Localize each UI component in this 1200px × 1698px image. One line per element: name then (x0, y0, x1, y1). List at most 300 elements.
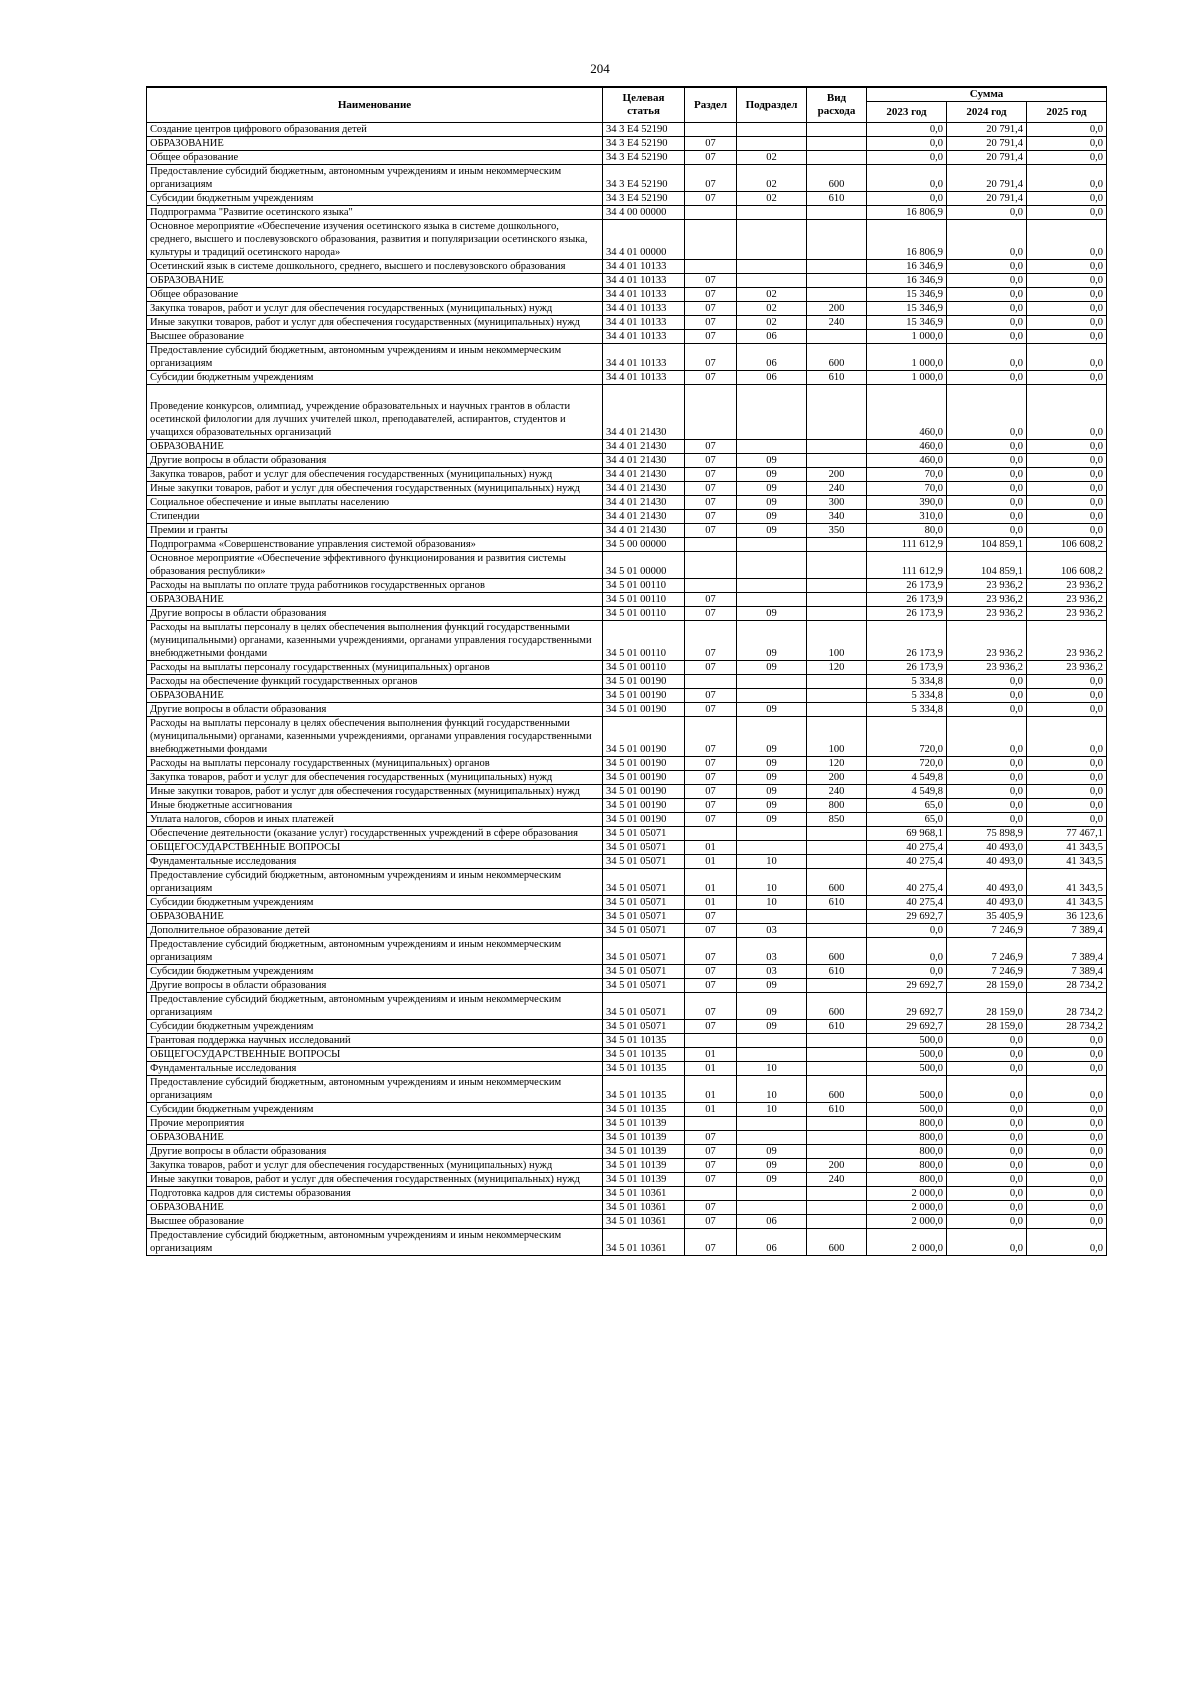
cell-name: Фундаментальные исследования (147, 855, 603, 869)
cell-amount-2023: 1 000,0 (867, 344, 947, 371)
cell-subsection: 06 (737, 344, 807, 371)
cell-article: 34 4 01 21430 (603, 385, 685, 440)
cell-amount-2023: 40 275,4 (867, 869, 947, 896)
cell-amount-2024: 104 859,1 (947, 552, 1027, 579)
cell-kind: 100 (807, 621, 867, 661)
cell-amount-2023: 0,0 (867, 965, 947, 979)
cell-amount-2024: 28 159,0 (947, 1020, 1027, 1034)
header-year-2023: 2023 год (867, 102, 947, 123)
cell-amount-2023: 2 000,0 (867, 1229, 947, 1256)
cell-subsection: 09 (737, 468, 807, 482)
cell-amount-2025: 77 467,1 (1027, 827, 1107, 841)
cell-subsection: 06 (737, 1215, 807, 1229)
cell-kind: 240 (807, 316, 867, 330)
cell-amount-2025: 28 734,2 (1027, 993, 1107, 1020)
cell-section (685, 220, 737, 260)
cell-subsection: 09 (737, 661, 807, 675)
cell-section: 07 (685, 1229, 737, 1256)
cell-section: 01 (685, 1048, 737, 1062)
table-row (147, 496, 1107, 510)
header-name: Наименование (147, 87, 603, 123)
cell-kind (807, 220, 867, 260)
table-row (147, 689, 1107, 703)
cell-amount-2025: 0,0 (1027, 1117, 1107, 1131)
cell-subsection (737, 260, 807, 274)
table-row (147, 552, 1107, 579)
table-row (147, 385, 1107, 440)
cell-subsection: 09 (737, 703, 807, 717)
table-row (147, 1159, 1107, 1173)
cell-subsection: 09 (737, 510, 807, 524)
cell-article: 34 5 01 00110 (603, 661, 685, 675)
cell-article: 34 5 01 10139 (603, 1131, 685, 1145)
cell-amount-2025: 0,0 (1027, 440, 1107, 454)
cell-amount-2025: 0,0 (1027, 1173, 1107, 1187)
cell-name: ОБРАЗОВАНИЕ (147, 689, 603, 703)
cell-article: 34 3 E4 52190 (603, 192, 685, 206)
cell-amount-2025: 0,0 (1027, 482, 1107, 496)
cell-amount-2024: 0,0 (947, 220, 1027, 260)
cell-amount-2023: 40 275,4 (867, 841, 947, 855)
cell-amount-2024: 75 898,9 (947, 827, 1027, 841)
cell-kind: 850 (807, 813, 867, 827)
table-row (147, 621, 1107, 661)
cell-name: ОБРАЗОВАНИЕ (147, 1131, 603, 1145)
cell-section: 07 (685, 524, 737, 538)
table-row (147, 316, 1107, 330)
cell-article: 34 4 01 10133 (603, 330, 685, 344)
cell-amount-2024: 0,0 (947, 454, 1027, 468)
cell-amount-2023: 5 334,8 (867, 703, 947, 717)
cell-subsection (737, 1048, 807, 1062)
cell-section: 07 (685, 979, 737, 993)
table-row (147, 675, 1107, 689)
cell-amount-2025: 7 389,4 (1027, 965, 1107, 979)
cell-amount-2023: 500,0 (867, 1076, 947, 1103)
cell-article: 34 5 01 10361 (603, 1201, 685, 1215)
table-row (147, 1034, 1107, 1048)
cell-amount-2025: 106 608,2 (1027, 552, 1107, 579)
cell-amount-2024: 0,0 (947, 206, 1027, 220)
cell-amount-2023: 4 549,8 (867, 785, 947, 799)
cell-section: 07 (685, 938, 737, 965)
cell-name: Расходы на выплаты по оплате труда работников государственных органов (147, 579, 603, 593)
cell-subsection: 02 (737, 288, 807, 302)
cell-amount-2025: 0,0 (1027, 524, 1107, 538)
cell-section: 07 (685, 165, 737, 192)
cell-subsection: 10 (737, 1076, 807, 1103)
cell-section: 07 (685, 288, 737, 302)
cell-article: 34 4 01 21430 (603, 440, 685, 454)
cell-subsection: 09 (737, 757, 807, 771)
table-row (147, 785, 1107, 799)
table-row (147, 165, 1107, 192)
cell-kind: 200 (807, 468, 867, 482)
table-row (147, 1048, 1107, 1062)
cell-section: 07 (685, 757, 737, 771)
cell-kind (807, 910, 867, 924)
cell-amount-2025: 0,0 (1027, 510, 1107, 524)
cell-article: 34 5 01 00190 (603, 757, 685, 771)
cell-amount-2025: 0,0 (1027, 1062, 1107, 1076)
cell-article: 34 4 01 10133 (603, 316, 685, 330)
table-row (147, 938, 1107, 965)
cell-section: 07 (685, 137, 737, 151)
cell-amount-2024: 23 936,2 (947, 607, 1027, 621)
cell-amount-2024: 0,0 (947, 510, 1027, 524)
cell-article: 34 5 01 10361 (603, 1229, 685, 1256)
table-row (147, 524, 1107, 538)
header-section: Раздел (685, 87, 737, 123)
table-row (147, 1173, 1107, 1187)
cell-amount-2025: 23 936,2 (1027, 661, 1107, 675)
header-article (603, 87, 685, 123)
cell-name: Закупка товаров, работ и услуг для обеспечения государственных (муниципальных) нужд (147, 1159, 603, 1173)
cell-amount-2023: 26 173,9 (867, 661, 947, 675)
cell-section: 07 (685, 454, 737, 468)
cell-amount-2025: 0,0 (1027, 260, 1107, 274)
cell-amount-2023: 500,0 (867, 1062, 947, 1076)
cell-kind: 600 (807, 869, 867, 896)
cell-article: 34 5 01 00000 (603, 552, 685, 579)
table-row (147, 123, 1107, 137)
cell-amount-2024: 20 791,4 (947, 192, 1027, 206)
cell-section: 07 (685, 482, 737, 496)
cell-article: 34 4 01 10133 (603, 371, 685, 385)
cell-article: 34 5 01 00190 (603, 717, 685, 757)
cell-kind: 610 (807, 965, 867, 979)
cell-article: 34 5 01 00110 (603, 621, 685, 661)
cell-subsection: 09 (737, 1173, 807, 1187)
cell-section: 07 (685, 799, 737, 813)
cell-amount-2024: 0,0 (947, 524, 1027, 538)
cell-name: Уплата налогов, сборов и иных платежей (147, 813, 603, 827)
cell-amount-2024: 0,0 (947, 799, 1027, 813)
cell-name: Закупка товаров, работ и услуг для обеспечения государственных (муниципальных) нужд (147, 302, 603, 316)
cell-amount-2024: 0,0 (947, 785, 1027, 799)
cell-amount-2025: 41 343,5 (1027, 896, 1107, 910)
cell-section: 07 (685, 510, 737, 524)
cell-name: Предоставление субсидий бюджетным, автономным учреждениям и иным некоммерческим организациям (147, 938, 603, 965)
cell-amount-2024: 0,0 (947, 385, 1027, 440)
cell-amount-2023: 111 612,9 (867, 538, 947, 552)
cell-kind (807, 675, 867, 689)
cell-subsection: 10 (737, 869, 807, 896)
cell-name: Субсидии бюджетным учреждениям (147, 371, 603, 385)
cell-amount-2024: 0,0 (947, 757, 1027, 771)
table-row (147, 1131, 1107, 1145)
cell-subsection: 09 (737, 482, 807, 496)
cell-section: 07 (685, 1201, 737, 1215)
cell-subsection (737, 593, 807, 607)
cell-section: 07 (685, 607, 737, 621)
cell-amount-2024: 0,0 (947, 440, 1027, 454)
cell-amount-2025: 23 936,2 (1027, 621, 1107, 661)
cell-kind (807, 330, 867, 344)
cell-section (685, 206, 737, 220)
cell-subsection: 10 (737, 1062, 807, 1076)
cell-subsection: 09 (737, 524, 807, 538)
table-row (147, 896, 1107, 910)
cell-name: Общее образование (147, 151, 603, 165)
table-row (147, 440, 1107, 454)
header-year-2025: 2025 год (1027, 102, 1107, 123)
cell-section (685, 1117, 737, 1131)
cell-name: Подготовка кадров для системы образования (147, 1187, 603, 1201)
cell-amount-2023: 800,0 (867, 1117, 947, 1131)
cell-amount-2023: 26 173,9 (867, 579, 947, 593)
cell-kind: 600 (807, 1076, 867, 1103)
table-row (147, 757, 1107, 771)
cell-kind: 600 (807, 993, 867, 1020)
table-row (147, 192, 1107, 206)
cell-article: 34 5 01 00190 (603, 785, 685, 799)
table-row (147, 151, 1107, 165)
cell-amount-2025: 0,0 (1027, 454, 1107, 468)
cell-amount-2024: 0,0 (947, 1062, 1027, 1076)
cell-amount-2025: 0,0 (1027, 206, 1107, 220)
cell-amount-2025: 41 343,5 (1027, 841, 1107, 855)
cell-subsection: 09 (737, 785, 807, 799)
cell-subsection: 06 (737, 371, 807, 385)
table-row (147, 1229, 1107, 1256)
cell-name: Предоставление субсидий бюджетным, автономным учреждениям и иным некоммерческим организациям (147, 1076, 603, 1103)
cell-amount-2025: 0,0 (1027, 771, 1107, 785)
cell-amount-2024: 0,0 (947, 302, 1027, 316)
cell-article: 34 5 01 05071 (603, 965, 685, 979)
cell-amount-2024: 28 159,0 (947, 979, 1027, 993)
cell-section: 07 (685, 151, 737, 165)
cell-kind: 600 (807, 938, 867, 965)
cell-article: 34 3 E4 52190 (603, 123, 685, 137)
cell-amount-2023: 5 334,8 (867, 675, 947, 689)
table-row (147, 965, 1107, 979)
cell-kind (807, 440, 867, 454)
table-row (147, 579, 1107, 593)
cell-kind (807, 151, 867, 165)
table-row (147, 1076, 1107, 1103)
table-row (147, 813, 1107, 827)
cell-name: Иные закупки товаров, работ и услуг для обеспечения государственных (муниципальных) нужд (147, 785, 603, 799)
cell-amount-2023: 0,0 (867, 192, 947, 206)
cell-amount-2023: 500,0 (867, 1103, 947, 1117)
cell-kind: 610 (807, 1020, 867, 1034)
budget-table (146, 86, 1107, 1256)
table-row (147, 1187, 1107, 1201)
cell-amount-2024: 23 936,2 (947, 579, 1027, 593)
cell-amount-2025: 0,0 (1027, 192, 1107, 206)
table-row (147, 924, 1107, 938)
cell-subsection (737, 440, 807, 454)
header-kind-line1: Вид (826, 92, 847, 104)
cell-subsection: 09 (737, 813, 807, 827)
cell-article: 34 4 01 10133 (603, 302, 685, 316)
cell-section: 07 (685, 1173, 737, 1187)
cell-amount-2023: 29 692,7 (867, 993, 947, 1020)
cell-subsection (737, 689, 807, 703)
cell-subsection: 09 (737, 1020, 807, 1034)
cell-amount-2023: 16 346,9 (867, 274, 947, 288)
table-row (147, 206, 1107, 220)
cell-name: Высшее образование (147, 330, 603, 344)
cell-subsection: 09 (737, 717, 807, 757)
cell-name: Другие вопросы в области образования (147, 607, 603, 621)
cell-amount-2025: 0,0 (1027, 274, 1107, 288)
table-row (147, 1215, 1107, 1229)
cell-kind: 610 (807, 371, 867, 385)
cell-amount-2023: 29 692,7 (867, 910, 947, 924)
cell-amount-2023: 26 173,9 (867, 607, 947, 621)
table-row (147, 371, 1107, 385)
cell-amount-2025: 0,0 (1027, 813, 1107, 827)
cell-amount-2023: 1 000,0 (867, 371, 947, 385)
cell-subsection (737, 123, 807, 137)
cell-amount-2023: 460,0 (867, 454, 947, 468)
cell-amount-2024: 0,0 (947, 1201, 1027, 1215)
cell-amount-2025: 0,0 (1027, 799, 1107, 813)
cell-subsection (737, 841, 807, 855)
cell-amount-2024: 0,0 (947, 482, 1027, 496)
cell-subsection: 02 (737, 192, 807, 206)
cell-amount-2025: 0,0 (1027, 1048, 1107, 1062)
cell-article: 34 5 01 10135 (603, 1076, 685, 1103)
table-row (147, 344, 1107, 371)
cell-amount-2023: 26 173,9 (867, 621, 947, 661)
cell-name: Предоставление субсидий бюджетным, автономным учреждениям и иным некоммерческим организациям (147, 344, 603, 371)
cell-amount-2023: 800,0 (867, 1159, 947, 1173)
cell-amount-2025: 0,0 (1027, 689, 1107, 703)
cell-amount-2024: 0,0 (947, 371, 1027, 385)
cell-name: ОБРАЗОВАНИЕ (147, 137, 603, 151)
cell-subsection: 09 (737, 799, 807, 813)
cell-name: Иные бюджетные ассигнования (147, 799, 603, 813)
cell-name: Осетинский язык в системе дошкольного, среднего, высшего и послевузовского образования (147, 260, 603, 274)
cell-amount-2023: 720,0 (867, 757, 947, 771)
cell-kind (807, 260, 867, 274)
table-row (147, 593, 1107, 607)
cell-kind (807, 1034, 867, 1048)
cell-section: 07 (685, 330, 737, 344)
cell-article: 34 5 01 10139 (603, 1173, 685, 1187)
cell-name: Социальное обеспечение и иные выплаты населению (147, 496, 603, 510)
cell-amount-2025: 0,0 (1027, 316, 1107, 330)
cell-amount-2025: 28 734,2 (1027, 1020, 1107, 1034)
cell-amount-2023: 2 000,0 (867, 1187, 947, 1201)
cell-article: 34 4 01 21430 (603, 482, 685, 496)
cell-subsection (737, 675, 807, 689)
cell-section: 07 (685, 274, 737, 288)
cell-amount-2023: 0,0 (867, 924, 947, 938)
cell-article: 34 4 01 10133 (603, 288, 685, 302)
cell-section: 01 (685, 1103, 737, 1117)
cell-name: Субсидии бюджетным учреждениям (147, 192, 603, 206)
cell-kind: 300 (807, 496, 867, 510)
cell-amount-2023: 0,0 (867, 123, 947, 137)
cell-amount-2025: 0,0 (1027, 165, 1107, 192)
cell-subsection: 09 (737, 1145, 807, 1159)
cell-amount-2023: 4 549,8 (867, 771, 947, 785)
cell-name: Грантовая поддержка научных исследований (147, 1034, 603, 1048)
cell-subsection (737, 1131, 807, 1145)
cell-name: ОБРАЗОВАНИЕ (147, 910, 603, 924)
cell-amount-2024: 0,0 (947, 703, 1027, 717)
cell-amount-2023: 16 806,9 (867, 220, 947, 260)
cell-kind: 800 (807, 799, 867, 813)
cell-amount-2023: 29 692,7 (867, 1020, 947, 1034)
cell-amount-2024: 0,0 (947, 771, 1027, 785)
cell-article: 34 5 01 05071 (603, 924, 685, 938)
cell-amount-2025: 41 343,5 (1027, 855, 1107, 869)
cell-name: Предоставление субсидий бюджетным, автономным учреждениям и иным некоммерческим организациям (147, 869, 603, 896)
cell-amount-2025: 7 389,4 (1027, 938, 1107, 965)
cell-kind (807, 137, 867, 151)
cell-article: 34 5 01 00190 (603, 799, 685, 813)
table-row (147, 979, 1107, 993)
cell-amount-2025: 0,0 (1027, 1187, 1107, 1201)
cell-amount-2024: 0,0 (947, 316, 1027, 330)
cell-amount-2023: 15 346,9 (867, 316, 947, 330)
cell-amount-2023: 111 612,9 (867, 552, 947, 579)
cell-kind: 200 (807, 1159, 867, 1173)
cell-name: Подпрограмма "Развитие осетинского языка" (147, 206, 603, 220)
cell-subsection (737, 827, 807, 841)
cell-section (685, 1034, 737, 1048)
cell-article: 34 4 01 10133 (603, 274, 685, 288)
cell-kind (807, 1187, 867, 1201)
cell-amount-2024: 40 493,0 (947, 869, 1027, 896)
cell-amount-2024: 40 493,0 (947, 841, 1027, 855)
cell-section (685, 827, 737, 841)
cell-amount-2024: 0,0 (947, 689, 1027, 703)
cell-section: 07 (685, 496, 737, 510)
cell-article: 34 5 01 05071 (603, 938, 685, 965)
cell-name: Субсидии бюджетным учреждениям (147, 1103, 603, 1117)
cell-subsection (737, 552, 807, 579)
cell-amount-2025: 23 936,2 (1027, 607, 1107, 621)
table-row (147, 330, 1107, 344)
table-row (147, 661, 1107, 675)
cell-article: 34 5 01 00110 (603, 579, 685, 593)
cell-amount-2025: 0,0 (1027, 1201, 1107, 1215)
cell-article: 34 5 01 05071 (603, 827, 685, 841)
cell-amount-2024: 7 246,9 (947, 924, 1027, 938)
cell-name: Основное мероприятие «Обеспечение изучения осетинского языка в системе дошкольного, среднего, высшего и послевузовского образования, развития и популяризации осетинского языка, культуры и традиций осетинского народа» (147, 220, 603, 260)
cell-kind (807, 1145, 867, 1159)
table-row (147, 482, 1107, 496)
cell-subsection: 10 (737, 896, 807, 910)
table-row (147, 827, 1107, 841)
cell-amount-2024: 0,0 (947, 1145, 1027, 1159)
cell-name: ОБРАЗОВАНИЕ (147, 440, 603, 454)
cell-amount-2024: 20 791,4 (947, 165, 1027, 192)
table-row (147, 1201, 1107, 1215)
cell-name: ОБЩЕГОСУДАРСТВЕННЫЕ ВОПРОСЫ (147, 841, 603, 855)
cell-amount-2024: 0,0 (947, 344, 1027, 371)
cell-amount-2025: 0,0 (1027, 137, 1107, 151)
cell-article: 34 5 01 05071 (603, 979, 685, 993)
table-row (147, 510, 1107, 524)
cell-kind (807, 385, 867, 440)
cell-subsection (737, 206, 807, 220)
cell-kind (807, 579, 867, 593)
table-row (147, 855, 1107, 869)
cell-name: Расходы на обеспечение функций государственных органов (147, 675, 603, 689)
cell-amount-2024: 7 246,9 (947, 938, 1027, 965)
cell-kind (807, 274, 867, 288)
cell-kind: 100 (807, 717, 867, 757)
cell-subsection: 06 (737, 1229, 807, 1256)
cell-amount-2025: 0,0 (1027, 1215, 1107, 1229)
